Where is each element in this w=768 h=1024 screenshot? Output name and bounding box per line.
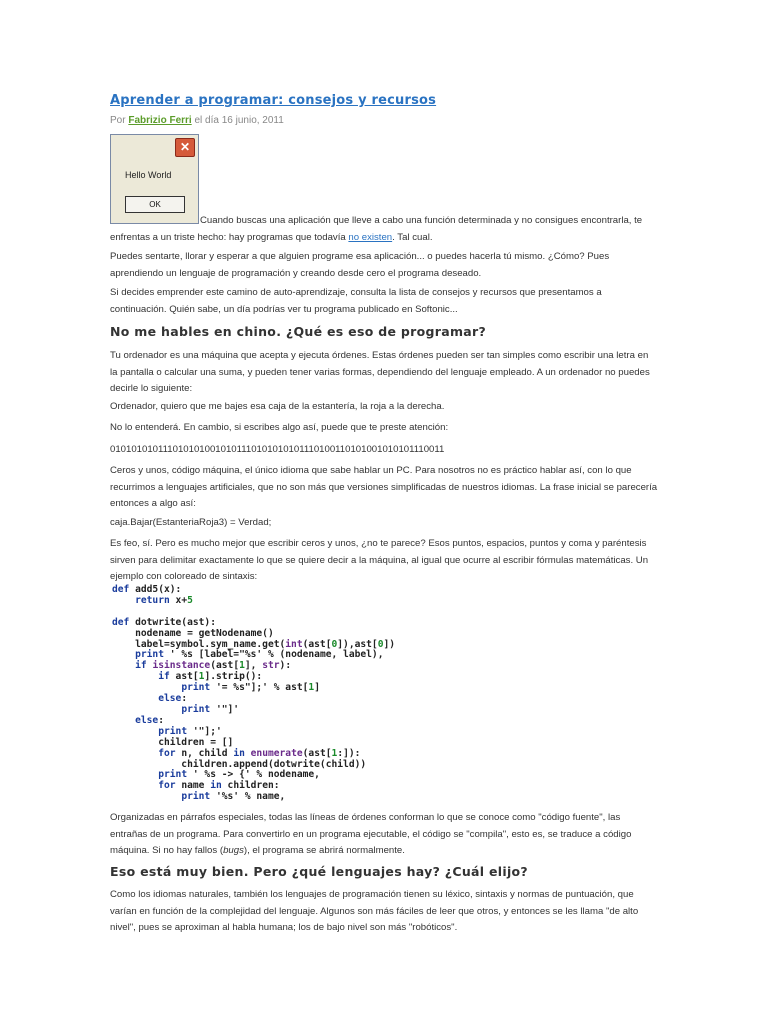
section1-paragraph-2: Ordenador, quiero que me bajes esa caja de la estantería, la roja a la derecha. (110, 401, 445, 412)
code-line: for n, child in enumerate(ast[1:]): (158, 747, 361, 759)
code-line: else: (158, 693, 188, 705)
intro-paragraph-2: Puedes sentarte, llorar y esperar a que alguien programe esa aplicación... o puedes hacerla tú mismo. ¿Cómo? Pues aprendiendo un lenguaje de programación y creando desde cero el programa deseado. (110, 251, 610, 279)
code-line: print '"];' (158, 725, 222, 737)
code-line: else: (135, 714, 164, 726)
section1-paragraph-7 (110, 810, 658, 860)
code-line: return x+5 (135, 594, 193, 606)
binary-line: 0101010101110101010010101110101010101110100110101001010101110011 (110, 444, 445, 455)
p7-tail: ), el programa se abrirá normalmente. (243, 845, 405, 856)
close-icon: ✕ (175, 138, 195, 157)
section1-paragraph-5: caja.Bajar(EstanteriaRoja3) = Verdad; (110, 517, 272, 528)
section1-paragraph-1: Tu ordenador es una máquina que acepta y ejecuta órdenes. Estas órdenes pueden ser tan simples como escribir una letra en la pantalla o calcular una suma, y pueden tener varias formas, dependiendo del lenguaje empleado. A un ordenador no puedes decirle lo siguiente: (110, 350, 650, 394)
bugs-term: bugs (223, 845, 244, 856)
code-line: if isinstance(ast[1], str): (135, 660, 292, 672)
code-line: print ' %s [label="%s' % (nodename, label), (135, 649, 384, 661)
dialog-ok-button: OK (125, 196, 185, 213)
code-line: children.append(dotwrite(child)) (112, 758, 367, 770)
article-title[interactable]: Aprender a programar: consejos y recursos (110, 93, 437, 108)
dialog-message: Hello World (125, 170, 172, 180)
hello-world-dialog-image (110, 134, 199, 224)
intro-p1-tail: . Tal cual. (392, 231, 433, 243)
dialog-title-bar (111, 135, 198, 156)
code-line: def add5(x): (112, 584, 182, 595)
intro-p1-text: Cuando buscas una aplicación que lleve a cabo una función determinada y no consigues encontrarla, te enfrentas a un triste hecho: hay programas que todavía (110, 215, 643, 243)
code-line: children = [] (112, 736, 234, 748)
section1-paragraph-4: Ceros y unos, código máquina, el único idioma que sabe hablar un PC. Para nosotros no es práctico hablar así, con lo que recurrimos a lenguajes artificiales, que no son más que versiones simplificadas de nuestros idiomas. La frase inicial se parecería entonces a algo así: (110, 465, 658, 509)
intro-paragraph-3: Si decides emprender este camino de auto-aprendizaje, consulta la lista de consejos y recursos que presentamos a continuación. Quién sabe, un día podrías ver tu programa publicado en Softonic... (110, 287, 602, 315)
section1-paragraph-6: Es feo, sí. Pero es mucho mejor que escribir ceros y unos, ¿no te parece? Esos puntos, espacios, puntos y coma y paréntesis sirven para delimitar exactamente lo que se quiere decir a la máquina, al igual que ocurre al escribir fórmulas matemáticas. Un ejemplo con coloreado de sintaxis: (110, 538, 649, 582)
byline-date: el día 16 junio, 2011 (194, 115, 284, 126)
no-existen-link[interactable]: no existen (348, 231, 393, 243)
p7-text: Organizadas en párrafos especiales, todas las líneas de órdenes conforman lo que se conoce como "código fuente", las entrañas de un programa. Para convertirlo en un programa ejecutable, el código se "compila", esto es, se traduce a código máquina. Si no hay fallos ( (110, 812, 632, 856)
byline (110, 115, 284, 126)
section-heading-1: No me hables en chino. ¿Qué es eso de programar? (110, 324, 487, 339)
code-line: def dotwrite(ast): (112, 616, 216, 628)
section1-paragraph-3: No lo entenderá. En cambio, si escribes algo así, puede que te preste atención: (110, 422, 449, 433)
code-line: label=symbol.sym_name.get(int(ast[0]),ast[0]) (112, 638, 396, 650)
code-line: print ' %s -> {' % nodename, (158, 769, 320, 781)
code-line: print '= %s"];' % ast[1] (181, 682, 320, 694)
code-line: print '"]' (181, 703, 240, 715)
code-line: if ast[1].strip(): (158, 671, 263, 683)
code-line: print '%s' % name, (181, 791, 286, 803)
intro-paragraph-1 (110, 213, 658, 246)
section2-paragraph-1: Como los idiomas naturales, también los lenguajes de programación tienen su léxico, sintaxis y normas de puntuación, que varían en función de la complejidad del lenguaje. Algunos son más fáciles de leer que otros, y entonces se les llama "de alto nivel", pues se aproximan al habla humana; los de bajo nivel son más "robóticos". (110, 889, 639, 933)
code-sample (112, 585, 395, 803)
section-heading-2: Eso está muy bien. Pero ¿qué lenguajes hay? ¿Cuál elijo? (110, 864, 528, 879)
code-line: nodename = getNodename() (112, 627, 274, 639)
code-line: for name in children: (158, 780, 280, 792)
author-link[interactable]: Fabrizio Ferri (128, 115, 192, 126)
byline-prefix: Por (110, 115, 126, 126)
